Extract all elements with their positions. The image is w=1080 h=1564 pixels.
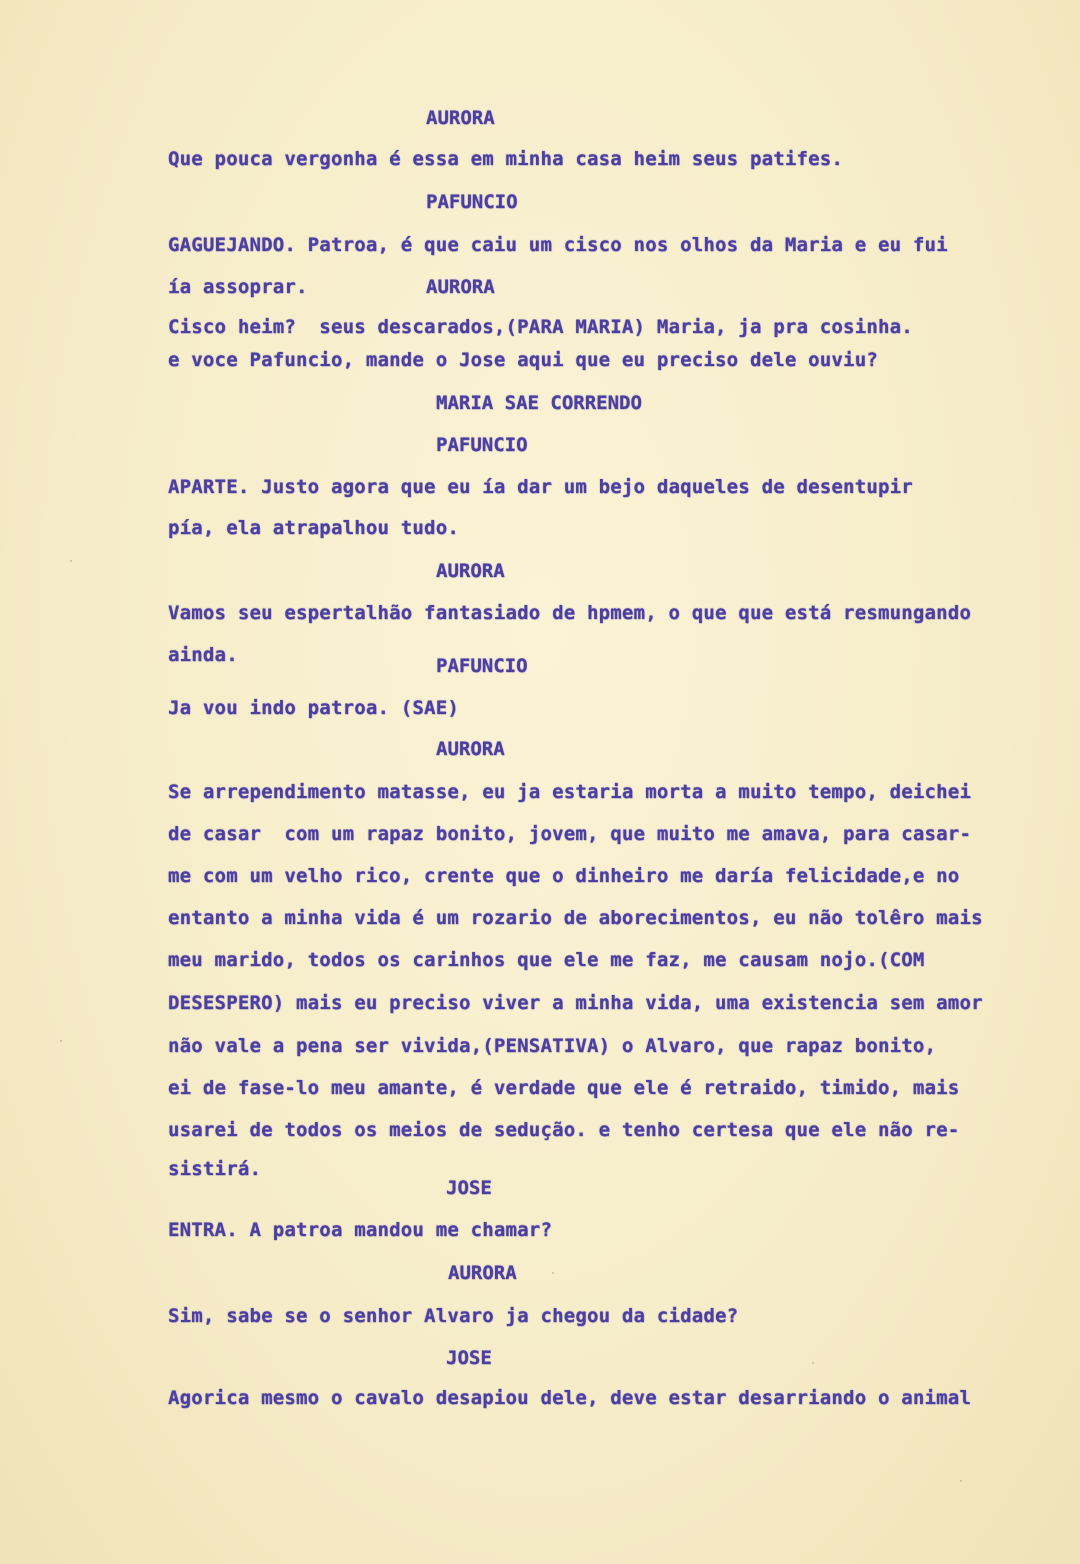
script-line: DESESPERO) mais eu preciso viver a minha vida, uma existencia sem amor: [168, 992, 983, 1014]
script-line: Que pouca vergonha é essa em minha casa heim seus patifes.: [168, 148, 844, 170]
script-line: Cisco heim? seus descarados,(PARA MARIA) Maria, ja pra cosinha.: [168, 316, 913, 338]
speaker-cue: AURORA: [426, 276, 495, 298]
speaker-cue: AURORA: [448, 1262, 517, 1284]
script-line: Agorica mesmo o cavalo desapiou dele, deve estar desarriando o animal: [168, 1387, 972, 1409]
script-line: usarei de todos os meios de sedução. e tenho certesa que ele não re-: [168, 1119, 960, 1141]
script-line: Ja vou indo patroa. (SAE): [168, 697, 459, 719]
script-line: pía, ela atrapalhou tudo.: [168, 517, 459, 539]
script-line: GAGUEJANDO. Patroa, é que caiu um cisco nos olhos da Maria e eu fui: [168, 234, 948, 256]
script-line: entanto a minha vida é um rozario de aborecimentos, eu não tolêro mais: [168, 907, 983, 929]
script-line: me com um velho rico, crente que o dinheiro me daría felicidade,e no: [168, 865, 960, 887]
script-line: Vamos seu espertalhão fantasiado de hpmem, o que que está resmungando: [168, 602, 972, 624]
speaker-cue: AURORA: [436, 738, 505, 760]
speaker-cue: PAFUNCIO: [436, 434, 528, 456]
script-line: ainda.: [168, 644, 238, 666]
script-line: Sim, sabe se o senhor Alvaro ja chegou da cidade?: [168, 1305, 739, 1327]
script-line: não vale a pena ser vivida,(PENSATIVA) o Alvaro, que rapaz bonito,: [168, 1035, 937, 1057]
script-line: meu marido, todos os carinhos que ele me faz, me causam nojo.(COM: [168, 949, 925, 971]
script-line: de casar com um rapaz bonito, jovem, que muito me amava, para casar-: [168, 823, 972, 845]
speaker-cue: AURORA: [426, 107, 495, 129]
script-line: sistirá.: [168, 1158, 262, 1180]
paper-speck: [960, 1480, 962, 1482]
script-line: ENTRA. A patroa mandou me chamar?: [168, 1219, 553, 1241]
speaker-cue: PAFUNCIO: [426, 191, 518, 213]
paper-speck: [70, 560, 72, 562]
speaker-cue: JOSE: [446, 1347, 492, 1369]
speaker-cue: PAFUNCIO: [436, 655, 528, 677]
script-line: ei de fase-lo meu amante, é verdade que ele é retraido, timido, mais: [168, 1077, 960, 1099]
paper-speck: [812, 1362, 814, 1364]
script-line: Se arrependimento matasse, eu ja estaria morta a muito tempo, deichei: [168, 781, 972, 803]
speaker-cue: AURORA: [436, 560, 505, 582]
script-line: APARTE. Justo agora que eu ía dar um bejo daqueles de desentupir: [168, 476, 913, 498]
script-line: ía assoprar.: [168, 276, 308, 298]
script-line: e voce Pafuncio, mande o Jose aqui que eu preciso dele ouviu?: [168, 349, 878, 371]
paper-speck: [552, 1272, 554, 1274]
speaker-cue: MARIA SAE CORRENDO: [436, 392, 642, 414]
paper-speck: [60, 1040, 62, 1042]
speaker-cue: JOSE: [446, 1177, 492, 1199]
